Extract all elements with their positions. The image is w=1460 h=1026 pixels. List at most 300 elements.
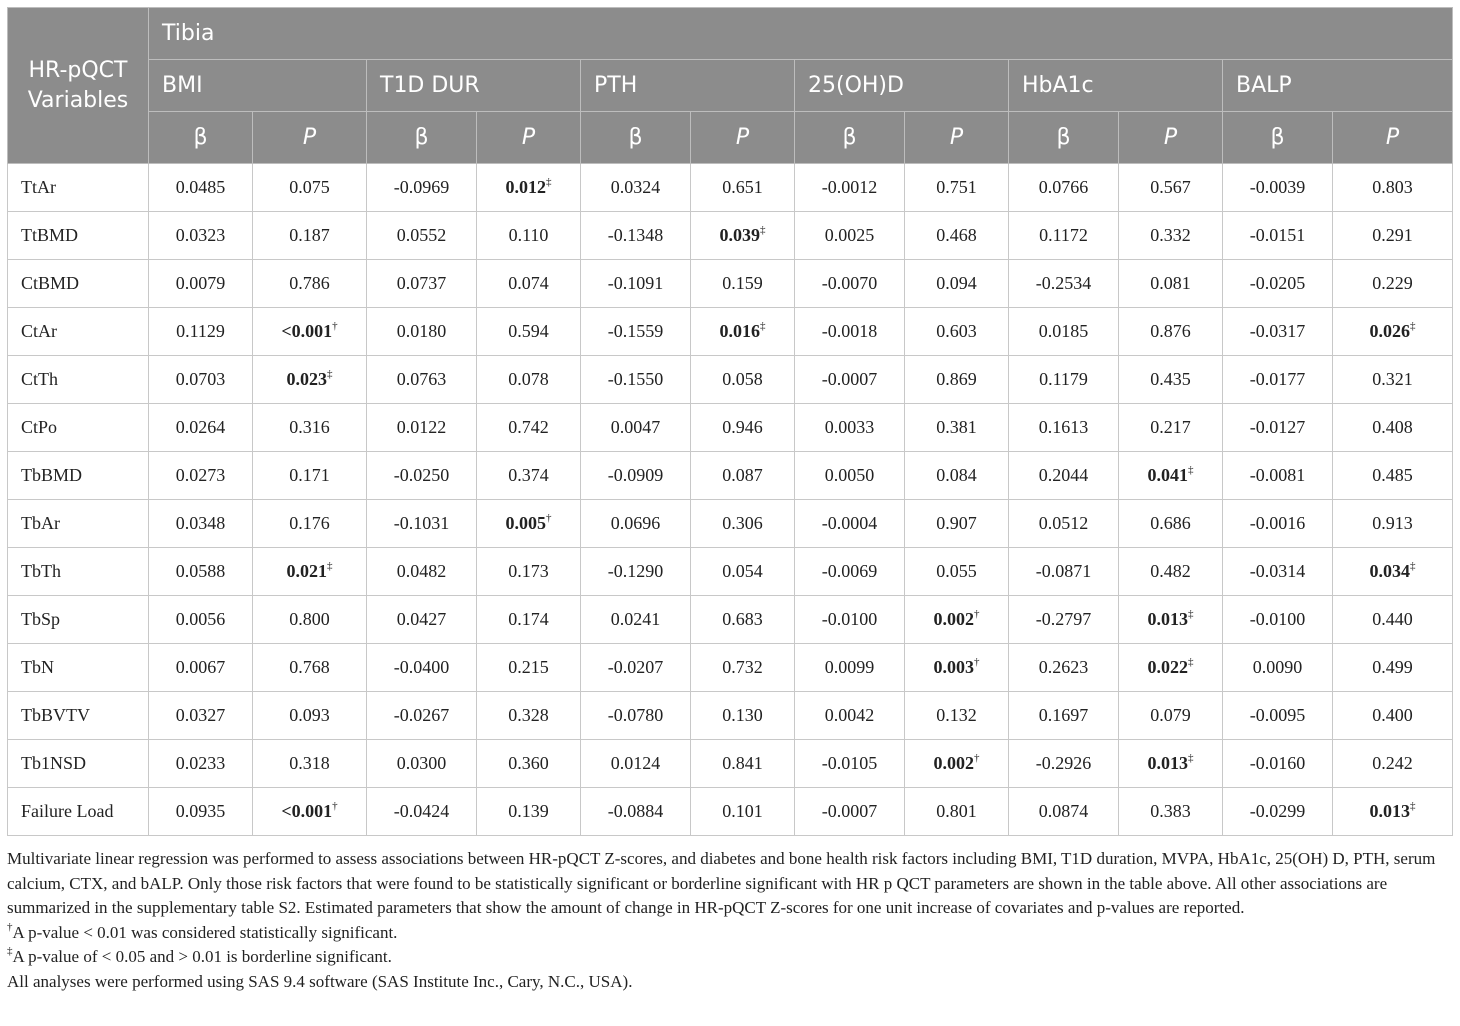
beta-value (1009, 404, 1119, 452)
beta-value (1009, 260, 1119, 308)
cell-value: -0.0100 (821, 609, 878, 629)
cell-value: 0.0056 (175, 609, 226, 629)
beta-value (367, 260, 477, 308)
cell-value: 0.242 (1372, 753, 1413, 773)
cell-value: 0.2623 (1038, 657, 1089, 677)
cell-value: 0.0264 (175, 417, 226, 437)
beta-value (1009, 644, 1119, 692)
p-value (477, 644, 581, 692)
cell-value: 0.023 (286, 369, 327, 389)
cell-value: 0.171 (289, 465, 330, 485)
cell-value: 0.013 (1369, 801, 1411, 821)
variable-name: TbBMD (8, 452, 149, 500)
beta-value (1009, 164, 1119, 212)
footnote-description: Multivariate linear regression was performed to assess associations between HR-pQCT Z-scores, and diabetes and bone health risk factors including BMI, T1D duration, MVPA, HbA1c, 25(OH) D, PTH, serum calcium, CTX, and bALP. Only those risk factors that were found to be statistically significant or borderline significant with HR p QCT parameters are shown in the table above. All other associations are summarized in the supplementary table S2. Estimated parameters that show the amount of change in HR-pQCT Z-scores for one unit increase of covariates and p-values are reported. (7, 849, 1436, 917)
table-row (8, 548, 1453, 596)
cell-value: 0.012 (505, 177, 546, 197)
group-header: T1D DUR (367, 60, 581, 112)
cell-value: 0.0763 (396, 369, 447, 389)
beta-value (581, 692, 691, 740)
beta-value (1009, 212, 1119, 260)
cell-value: 0.742 (508, 417, 549, 437)
cell-value: 0.594 (508, 321, 549, 341)
beta-value (367, 452, 477, 500)
cell-value: 0.468 (936, 225, 977, 245)
cell-value: 0.159 (722, 273, 763, 293)
beta-value (795, 644, 905, 692)
cell-value: -0.0039 (1249, 177, 1306, 197)
cell-value: 0.0099 (824, 657, 875, 677)
table-row (8, 308, 1453, 356)
cell-value: -0.0267 (393, 705, 450, 725)
beta-value (795, 596, 905, 644)
beta-value (795, 212, 905, 260)
p-value (477, 596, 581, 644)
p-value (477, 260, 581, 308)
cell-value: -0.0151 (1249, 225, 1306, 245)
beta-value (149, 596, 253, 644)
cell-value: -0.0250 (393, 465, 450, 485)
p-value (1119, 500, 1223, 548)
cell-value: -0.0081 (1249, 465, 1306, 485)
cell-value: -0.0969 (393, 177, 450, 197)
cell-value: 0.0766 (1038, 177, 1089, 197)
beta-value (1223, 788, 1333, 836)
beta-value (367, 212, 477, 260)
cell-value: 0.0588 (175, 561, 226, 581)
cell-value: 0.075 (289, 177, 330, 197)
significance-mark: ‡ (1188, 464, 1194, 476)
p-value (905, 260, 1009, 308)
variable-name: TtAr (8, 164, 149, 212)
significance-mark: † (974, 752, 980, 764)
cell-value: 0.016 (719, 321, 760, 341)
p-value (253, 692, 367, 740)
table-row (8, 164, 1453, 212)
beta-header: β (367, 112, 477, 164)
cell-value: 0.002 (933, 609, 974, 629)
cell-value: 0.003 (933, 657, 974, 677)
p-value (253, 308, 367, 356)
beta-value (367, 404, 477, 452)
cell-value: -0.0400 (393, 657, 450, 677)
cell-value: -0.2926 (1035, 753, 1092, 773)
cell-value: 0.482 (1150, 561, 1191, 581)
cell-value: 0.074 (508, 273, 549, 293)
cell-value: 0.039 (719, 225, 760, 245)
p-value (691, 308, 795, 356)
cell-value: 0.567 (1150, 177, 1191, 197)
table-footnotes (7, 847, 1452, 994)
beta-value (795, 308, 905, 356)
p-value (905, 164, 1009, 212)
p-value (253, 548, 367, 596)
variable-name: TbSp (8, 596, 149, 644)
beta-value (795, 452, 905, 500)
cell-value: 0.1697 (1038, 705, 1089, 725)
table-body (8, 164, 1453, 836)
variable-name: CtTh (8, 356, 149, 404)
p-value (477, 164, 581, 212)
beta-value (581, 356, 691, 404)
beta-value (795, 404, 905, 452)
beta-value (149, 788, 253, 836)
variable-name: Failure Load (8, 788, 149, 836)
beta-value (795, 500, 905, 548)
cell-value: -0.0160 (1249, 753, 1306, 773)
cell-value: 0.130 (722, 705, 763, 725)
site-header: Tibia (149, 8, 1453, 60)
p-value (691, 404, 795, 452)
cell-value: 0.026 (1369, 321, 1411, 341)
beta-value (1223, 212, 1333, 260)
dagger-mark: † (7, 920, 13, 933)
p-value (1333, 164, 1453, 212)
cell-value: -0.0207 (607, 657, 664, 677)
cell-value: 0.869 (936, 369, 977, 389)
beta-value (1223, 548, 1333, 596)
beta-value (581, 500, 691, 548)
beta-value (1223, 596, 1333, 644)
cell-value: -0.0424 (393, 801, 450, 821)
cell-value: 0.0324 (610, 177, 661, 197)
beta-value (1223, 644, 1333, 692)
cell-value: 0.0323 (175, 225, 226, 245)
cell-value: 0.440 (1372, 609, 1413, 629)
p-value (253, 596, 367, 644)
cell-value: 0.0090 (1252, 657, 1303, 677)
p-value (1119, 356, 1223, 404)
cell-value: 0.686 (1150, 513, 1191, 533)
cell-value: -0.0018 (821, 321, 878, 341)
table-row (8, 452, 1453, 500)
beta-value (367, 644, 477, 692)
results-table (7, 7, 1453, 836)
beta-value (149, 452, 253, 500)
variable-name: Tb1NSD (8, 740, 149, 788)
footnote-software: All analyses were performed using SAS 9.4 software (SAS Institute Inc., Cary, N.C., USA). (7, 971, 633, 991)
cell-value: -0.0070 (821, 273, 878, 293)
p-value (905, 692, 1009, 740)
beta-value (581, 740, 691, 788)
table-row (8, 500, 1453, 548)
p-value-header: P (691, 112, 795, 164)
beta-value (1223, 740, 1333, 788)
p-value (1119, 548, 1223, 596)
beta-value (581, 452, 691, 500)
cell-value: 0.229 (1372, 273, 1413, 293)
cell-value: 0.1172 (1039, 225, 1088, 245)
cell-value: 0.318 (289, 753, 330, 773)
p-value (253, 788, 367, 836)
beta-value (581, 260, 691, 308)
p-value (691, 788, 795, 836)
significance-mark: ‡ (1188, 656, 1194, 668)
table-row (8, 260, 1453, 308)
cell-value: 0.321 (1372, 369, 1413, 389)
beta-value (581, 212, 691, 260)
p-value (1333, 644, 1453, 692)
significance-mark: † (546, 512, 552, 524)
cell-value: 0.0737 (396, 273, 447, 293)
cell-value: 0.381 (936, 417, 977, 437)
cell-value: -0.1559 (607, 321, 664, 341)
beta-value (581, 644, 691, 692)
cell-value: 0.0703 (175, 369, 226, 389)
cell-value: 0.408 (1372, 417, 1413, 437)
beta-value (1223, 308, 1333, 356)
header-row-site (8, 8, 1453, 60)
p-value (1333, 212, 1453, 260)
beta-value (795, 788, 905, 836)
p-value (1333, 548, 1453, 596)
table-row (8, 596, 1453, 644)
p-value-header: P (253, 112, 367, 164)
table-row (8, 740, 1453, 788)
beta-value (581, 596, 691, 644)
p-value (1119, 212, 1223, 260)
cell-value: 0.316 (289, 417, 330, 437)
cell-value: 0.1129 (176, 321, 225, 341)
significance-mark: † (332, 320, 338, 332)
beta-value (367, 788, 477, 836)
cell-value: 0.081 (1150, 273, 1191, 293)
beta-value (367, 356, 477, 404)
beta-value (1223, 356, 1333, 404)
cell-value: 0.360 (508, 753, 549, 773)
p-value (905, 212, 1009, 260)
beta-value (149, 164, 253, 212)
beta-value (795, 260, 905, 308)
p-value (477, 548, 581, 596)
cell-value: -0.0105 (821, 753, 878, 773)
beta-value (1223, 500, 1333, 548)
cell-value: -0.2534 (1035, 273, 1092, 293)
p-value (1333, 788, 1453, 836)
p-value (905, 404, 1009, 452)
beta-value (1223, 260, 1333, 308)
beta-value (367, 308, 477, 356)
cell-value: -0.0871 (1035, 561, 1092, 581)
p-value (253, 356, 367, 404)
cell-value: 0.0552 (396, 225, 447, 245)
significance-mark: ‡ (1410, 320, 1416, 332)
p-value (253, 644, 367, 692)
significance-mark: ‡ (760, 320, 766, 332)
cell-value: 0.913 (1372, 513, 1413, 533)
cell-value: 0.841 (722, 753, 763, 773)
p-value (253, 212, 367, 260)
cell-value: 0.768 (289, 657, 330, 677)
p-value (1333, 692, 1453, 740)
cell-value: -0.0299 (1249, 801, 1306, 821)
cell-value: 0.0124 (610, 753, 661, 773)
cell-value: -0.0884 (607, 801, 664, 821)
p-value (1333, 308, 1453, 356)
cell-value: 0.058 (722, 369, 763, 389)
significance-mark: ‡ (1188, 752, 1194, 764)
significance-mark: ‡ (1410, 800, 1416, 812)
cell-value: 0.094 (936, 273, 977, 293)
p-value (905, 788, 1009, 836)
cell-value: 0.0050 (824, 465, 875, 485)
p-value (691, 740, 795, 788)
beta-value (367, 548, 477, 596)
group-header: PTH (581, 60, 795, 112)
p-value (905, 644, 1009, 692)
variable-name: TbBVTV (8, 692, 149, 740)
footnote-borderline (7, 945, 1452, 970)
cell-value: -0.0012 (821, 177, 878, 197)
beta-value (149, 308, 253, 356)
beta-value (367, 596, 477, 644)
cell-value: 0.034 (1369, 561, 1411, 581)
beta-value (149, 740, 253, 788)
table-header (8, 8, 1453, 164)
cell-value: -0.0100 (1249, 609, 1306, 629)
cell-value: 0.0427 (396, 609, 447, 629)
cell-value: 0.215 (508, 657, 549, 677)
cell-value: 0.0233 (175, 753, 226, 773)
p-value (1119, 452, 1223, 500)
cell-value: 0.013 (1147, 609, 1188, 629)
cell-value: -0.1550 (607, 369, 664, 389)
variable-name: TbN (8, 644, 149, 692)
cell-value: 0.328 (508, 705, 549, 725)
table-row (8, 788, 1453, 836)
cell-value: 0.946 (722, 417, 763, 437)
p-value (1119, 692, 1223, 740)
p-value (1119, 740, 1223, 788)
cell-value: -0.0177 (1249, 369, 1306, 389)
cell-value: 0.651 (722, 177, 763, 197)
cell-value: 0.0348 (175, 513, 226, 533)
cell-value: 0.291 (1372, 225, 1413, 245)
cell-value: 0.0047 (610, 417, 661, 437)
cell-value: 0.217 (1150, 417, 1191, 437)
p-value (477, 788, 581, 836)
beta-value (1223, 692, 1333, 740)
p-value (1333, 404, 1453, 452)
p-value (253, 404, 367, 452)
beta-value (581, 308, 691, 356)
p-value (691, 356, 795, 404)
p-value (253, 500, 367, 548)
cell-value: 0.021 (286, 561, 327, 581)
beta-value (1223, 452, 1333, 500)
beta-value (149, 548, 253, 596)
significance-mark: ‡ (327, 368, 333, 380)
cell-value: 0.435 (1150, 369, 1191, 389)
p-value (477, 740, 581, 788)
beta-header: β (581, 112, 691, 164)
cell-value: -0.0127 (1249, 417, 1306, 437)
cell-value: 0.041 (1147, 465, 1188, 485)
p-value (691, 500, 795, 548)
cell-value: 0.803 (1372, 177, 1413, 197)
beta-value (581, 788, 691, 836)
p-value (253, 452, 367, 500)
p-value (1119, 164, 1223, 212)
p-value (691, 548, 795, 596)
cell-value: 0.187 (289, 225, 330, 245)
p-value-header: P (477, 112, 581, 164)
cell-value: 0.0241 (610, 609, 661, 629)
p-value (691, 596, 795, 644)
p-value (477, 500, 581, 548)
table-row (8, 644, 1453, 692)
variable-name: TbAr (8, 500, 149, 548)
p-value (1119, 788, 1223, 836)
significance-mark: † (974, 656, 980, 668)
beta-value (1223, 404, 1333, 452)
significance-mark: ‡ (760, 224, 766, 236)
p-value (905, 500, 1009, 548)
cell-value: 0.176 (289, 513, 330, 533)
cell-value: 0.0122 (396, 417, 447, 437)
cell-value: 0.400 (1372, 705, 1413, 725)
p-value (1333, 500, 1453, 548)
row-header-cell: HR-pQCT Variables (8, 8, 149, 164)
cell-value: -0.2797 (1035, 609, 1092, 629)
p-value-header: P (905, 112, 1009, 164)
cell-value: -0.1091 (607, 273, 664, 293)
p-value (477, 212, 581, 260)
variable-name: CtBMD (8, 260, 149, 308)
beta-value (149, 260, 253, 308)
variable-name: TtBMD (8, 212, 149, 260)
footnote-significant (7, 921, 1452, 946)
cell-value: 0.732 (722, 657, 763, 677)
cell-value: 0.0874 (1038, 801, 1089, 821)
p-value (691, 452, 795, 500)
p-value (1119, 644, 1223, 692)
p-value-header: P (1333, 112, 1453, 164)
cell-value: 0.002 (933, 753, 974, 773)
beta-value (149, 644, 253, 692)
beta-header: β (1223, 112, 1333, 164)
cell-value: 0.306 (722, 513, 763, 533)
variable-name: CtPo (8, 404, 149, 452)
p-value-header: P (1119, 112, 1223, 164)
cell-value: <0.001 (281, 321, 333, 341)
beta-value (795, 548, 905, 596)
beta-value (795, 740, 905, 788)
cell-value: -0.0016 (1249, 513, 1306, 533)
p-value (477, 404, 581, 452)
table-row (8, 212, 1453, 260)
beta-value (581, 164, 691, 212)
header-row-stats (8, 112, 1453, 164)
significance-mark: ‡ (1188, 608, 1194, 620)
cell-value: 0.0033 (824, 417, 875, 437)
group-header: BALP (1223, 60, 1453, 112)
cell-value: -0.0780 (607, 705, 664, 725)
p-value (1333, 740, 1453, 788)
p-value (905, 356, 1009, 404)
cell-value: 0.485 (1372, 465, 1413, 485)
beta-value (149, 212, 253, 260)
cell-value: 0.132 (936, 705, 977, 725)
cell-value: 0.876 (1150, 321, 1191, 341)
beta-value (367, 740, 477, 788)
table-row (8, 692, 1453, 740)
cell-value: 0.0273 (175, 465, 226, 485)
cell-value: 0.374 (508, 465, 549, 485)
cell-value: 0.383 (1150, 801, 1191, 821)
beta-value (795, 164, 905, 212)
beta-value (1009, 308, 1119, 356)
